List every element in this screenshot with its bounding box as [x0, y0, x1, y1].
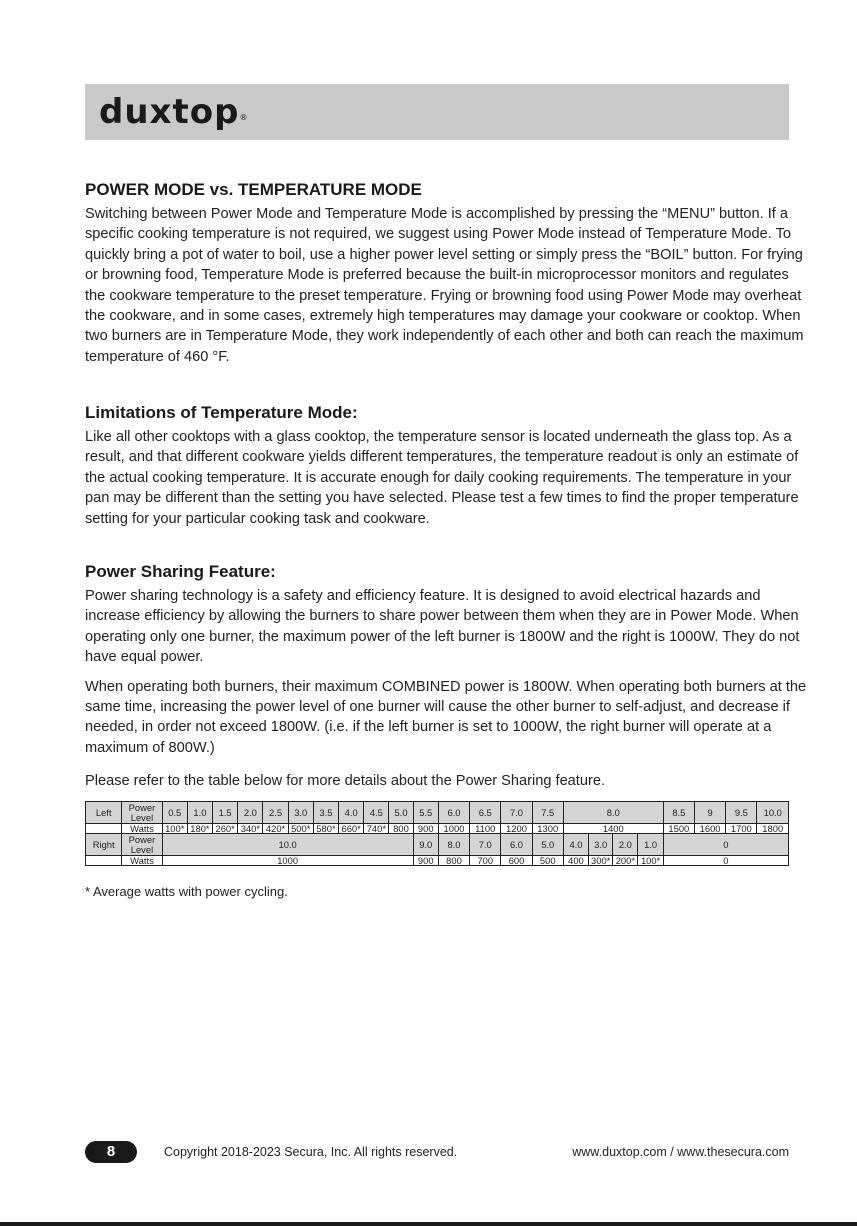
table-cell: 400: [563, 856, 588, 866]
table-cell: 1000: [438, 824, 469, 834]
section-heading: POWER MODE vs. TEMPERATURE MODE: [85, 180, 422, 199]
table-cell: 3.0: [288, 802, 313, 824]
table-cell: 1800: [757, 824, 789, 834]
table-cell: 9.0: [413, 834, 438, 856]
section-limitations: [85, 403, 809, 529]
table-cell: 10.0: [757, 802, 789, 824]
table-cell: 7.5: [532, 802, 563, 824]
table-cell: 5.0: [532, 834, 563, 856]
left-power-level-row: [86, 802, 789, 824]
table-cell: 500*: [288, 824, 313, 834]
table-cell: 2.0: [238, 802, 263, 824]
table-cell: 1000: [162, 856, 413, 866]
table-cell: 0.5: [162, 802, 187, 824]
section-heading: Limitations of Temperature Mode:: [85, 403, 358, 422]
table-cell: 3.5: [313, 802, 338, 824]
footer: [85, 1141, 789, 1165]
table-cell: 4.5: [364, 802, 389, 824]
table-cell: 100*: [162, 824, 187, 834]
power-level-label: Power Level: [122, 834, 162, 856]
table-cell: 580*: [313, 824, 338, 834]
table-cell: 1700: [726, 824, 757, 834]
table-cell: 5.0: [389, 802, 413, 824]
table-cell: 900: [413, 824, 438, 834]
table-cell: 800: [389, 824, 413, 834]
table-cell: 5.5: [413, 802, 438, 824]
section-power-vs-temperature: [85, 180, 809, 367]
page-number-badge: 8: [85, 1141, 137, 1163]
table-cell: 8.0: [438, 834, 469, 856]
table-cell: 9.5: [726, 802, 757, 824]
header-bar: [85, 84, 789, 140]
footnote: * Average watts with power cycling.: [85, 884, 288, 899]
table-cell: 1600: [694, 824, 725, 834]
table-cell: 3.0: [589, 834, 613, 856]
right-watts-row: [86, 856, 789, 866]
table-cell: 9: [694, 802, 725, 824]
table-cell: 6.0: [501, 834, 532, 856]
table-intro-block: [85, 771, 809, 791]
table-cell: 200*: [613, 856, 638, 866]
table-cell: 1400: [563, 824, 663, 834]
table-cell: 260*: [213, 824, 238, 834]
table-cell: 1.5: [213, 802, 238, 824]
table-cell: 4.0: [339, 802, 364, 824]
left-label: Left: [86, 802, 122, 824]
table-cell: 100*: [638, 856, 663, 866]
table-cell: 1200: [501, 824, 532, 834]
section-paragraph: Power sharing technology is a safety and efficiency feature. It is designed to avoid electrical hazards and increase efficiency by allowing the burners to share power between them when they are in Power Mode. When operating only one burner, the maximum power of the left burner is 1800W and the right is 1000W. They do not have equal power.: [85, 588, 800, 666]
right-power-level-row: [86, 834, 789, 856]
table-cell: 600: [501, 856, 532, 866]
section-paragraph: Like all other cooktops with a glass cooktop, the temperature sensor is located underneath the glass top. As a result, and that different cookware yields different temperatures, the temperature readout is only an estimate of the actual cooking temperature. It is accurate enough for daily cooking requirements. The temperature in your pan may be different than the setting you have selected. Please test a few times to find the proper temperature setting for your particular cooking task and cookware.: [85, 429, 799, 527]
section-power-sharing: [85, 562, 809, 758]
table-cell: 2.5: [263, 802, 288, 824]
watts-label: Watts: [122, 824, 162, 834]
table-cell: 1.0: [187, 802, 212, 824]
section-heading: Power Sharing Feature:: [85, 562, 276, 581]
copyright: Copyright 2018-2023 Secura, Inc. All rights reserved.: [164, 1145, 458, 1159]
table-cell: 800: [438, 856, 469, 866]
table-cell: 1300: [532, 824, 563, 834]
table-cell: 1100: [470, 824, 501, 834]
watts-label: Watts: [122, 856, 162, 866]
power-sharing-table: [85, 801, 789, 866]
table-cell: 6.0: [438, 802, 469, 824]
table-cell: 0: [663, 856, 788, 866]
table-cell: 0: [663, 834, 788, 856]
table-cell: 8.5: [663, 802, 694, 824]
table-cell-empty: [86, 824, 122, 834]
table-cell: 10.0: [162, 834, 413, 856]
section-paragraph: Switching between Power Mode and Temperature Mode is accomplished by pressing the “MENU” button. If a specific cooking temperature is not required, we suggest using Power Mode instead of Temperature Mode. To quickly bring a pot of water to boil, use a higher power level setting or simply press the “BOIL” button. For frying or browning food, Temperature Mode is preferred because the built-in microprocessor monitors and regulates the cookware temperature to the preset temperature. Frying or browning food using Power Mode may overheat the cookware, and in some cases, extremely high temperatures may damage your cookware or cooktop. When two burners are in Temperature Mode, they work independently of each other and both can reach the maximum temperature of 460 °F.: [85, 206, 804, 365]
table-cell-empty: [86, 856, 122, 866]
table-cell: 740*: [364, 824, 389, 834]
footer-urls: www.duxtop.com / www.thesecura.com: [572, 1145, 789, 1159]
table-cell: 4.0: [563, 834, 588, 856]
power-level-label: Power Level: [122, 802, 162, 824]
table-cell: 660*: [339, 824, 364, 834]
duxtop-logo: duxtop®: [99, 92, 249, 132]
section-paragraph: When operating both burners, their maximum COMBINED power is 1800W. When operating both burners at the same time, increasing the power level of one burner will cause the other burner to self-adjust, and decrease if needed, in order not exceed 1800W. (i.e. if the left burner is set to 1000W, the right burner will operate at a maximum of 800W.): [85, 678, 807, 756]
table-cell: 420*: [263, 824, 288, 834]
table-cell: 900: [413, 856, 438, 866]
table-cell: 180*: [187, 824, 212, 834]
table-intro: Please refer to the table below for more details about the Power Sharing feature.: [85, 773, 606, 789]
left-watts-row: [86, 824, 789, 834]
table-cell: 340*: [238, 824, 263, 834]
table-cell: 300*: [589, 856, 613, 866]
right-label: Right: [86, 834, 122, 856]
bottom-rule: [0, 1222, 857, 1226]
table-cell: 1500: [663, 824, 694, 834]
table-cell: 500: [532, 856, 563, 866]
table-cell: 7.0: [470, 834, 501, 856]
table-cell: 7.0: [501, 802, 532, 824]
table-cell: 700: [470, 856, 501, 866]
table-cell: 1.0: [638, 834, 663, 856]
table-cell: 6.5: [470, 802, 501, 824]
table-cell: 2.0: [613, 834, 638, 856]
table-cell: 8.0: [563, 802, 663, 824]
